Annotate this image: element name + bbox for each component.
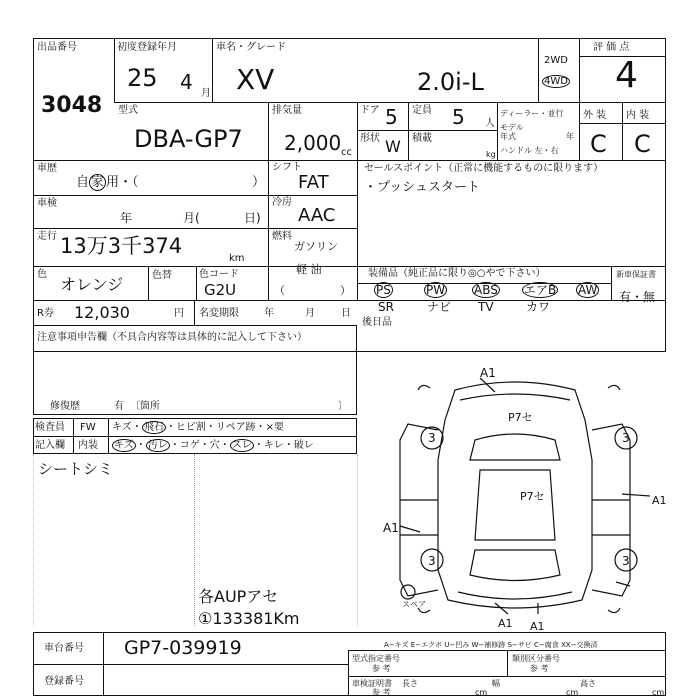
fw-sep: ・ [131, 422, 142, 433]
mileage-unit: km [229, 253, 245, 264]
height-label: 高さ [580, 679, 596, 688]
chassis-value: GP7-039919 [124, 637, 242, 659]
inspection-label: 車検 [37, 198, 57, 209]
sales-point-item: ・プッシュスタート [364, 180, 480, 195]
name-change-year: 年 [264, 308, 274, 319]
capacity-unit: 人 [485, 118, 495, 129]
reg-cert-label: 車検証明書 [352, 679, 392, 688]
equip-abs-text: ABS [474, 283, 498, 297]
sales-point-label: セールスポイント（正常に機能するものに限ります） [364, 163, 604, 174]
length-unit: cm [475, 688, 488, 697]
int-sep: ・ [135, 440, 146, 451]
inspector-label: 検査員 [35, 422, 65, 433]
lot-number: 3048 [41, 93, 103, 118]
color-label: 色 [37, 269, 47, 280]
registration-label: 登録番号 [44, 676, 84, 687]
diag-p7-front: P7セ [508, 411, 533, 424]
fuel-paren-close: ） [340, 284, 351, 297]
history-label: 車歴 [37, 163, 57, 174]
diag-a1-left: A1 [383, 521, 399, 535]
equip-navi: ナビ [427, 300, 452, 314]
diag-a1-top: A1 [480, 366, 496, 380]
reg-cert-ref: 参 考 [372, 688, 391, 697]
shift-value: FAT [298, 172, 329, 193]
fw-items [112, 422, 284, 433]
fuel-paren-open: （ [274, 284, 285, 297]
diag-3-fr: 3 [622, 431, 630, 445]
aircon-value: AAC [298, 205, 336, 226]
exterior-grade: C [590, 130, 607, 158]
fuel-gasoline: ガソリン [294, 240, 338, 253]
history-value [76, 176, 139, 189]
displacement-value: 2,000 [284, 131, 342, 155]
repair-label: 修復歴 [50, 401, 80, 412]
color-change-label: 色替 [152, 270, 172, 281]
type-category-label: 類別区分番号 [512, 654, 560, 663]
model-year-label: モデル 年式 [500, 123, 524, 141]
capacity-label: 定員 [412, 105, 432, 116]
interior-check-label: 内装 [78, 440, 98, 451]
equip-ps-text: PS [376, 283, 391, 297]
mileage-label: 走行 [37, 231, 57, 242]
type-category-ref: 参 考 [530, 664, 549, 673]
entry-label: 記入欄 [35, 440, 65, 451]
width-unit: cm [566, 688, 579, 697]
diag-a1-right: A1 [652, 494, 667, 507]
note-mileage: ①133381Km [198, 609, 300, 628]
diag-spare-label: スペア [402, 600, 426, 609]
repair-close: 〕 [338, 401, 348, 412]
diag-p7-roof: P7セ [520, 490, 545, 503]
int-dirt: 汚レ [147, 440, 168, 451]
car-grade: 2.0i-L [417, 68, 484, 96]
width-label: 幅 [492, 679, 500, 688]
aircon-label: 冷房 [272, 197, 292, 208]
repair-has: 有 [114, 401, 124, 412]
equip-aw-text: AW [578, 283, 598, 297]
first-reg-month: 4 [180, 70, 193, 94]
color-code-label: 色コード [199, 269, 239, 280]
equip-leather: カワ [526, 300, 551, 314]
fw-rest: ・ヒビ割・リペア跡・×要 [165, 422, 284, 433]
diag-3-rl: 3 [428, 554, 436, 568]
shape-value: W [385, 137, 401, 156]
note-each-aup: 各AUPアセ [198, 587, 279, 606]
interior-items [112, 440, 314, 451]
int-mid: ・コゲ・穴・ [169, 440, 230, 451]
diag-3-fl: 3 [428, 431, 436, 445]
load-label: 積載 [412, 133, 432, 144]
drive-4wd-circled: 4WD [544, 76, 568, 87]
fw-chip: 飛石 [143, 422, 164, 433]
history-pre: 自 [76, 175, 90, 190]
fuel-label: 燃料 [272, 231, 292, 242]
model-year-unit: 年 [566, 132, 574, 141]
history-post: 用・（ [106, 175, 139, 190]
interior-grade: C [634, 130, 651, 158]
name-change-label: 名変期限 [199, 308, 239, 319]
diag-a1-rear-right: A1 [530, 620, 545, 633]
color-value: オレンジ [60, 275, 124, 294]
first-reg-label: 初度登録年月 [117, 42, 177, 53]
interior-label: 内 装 [626, 110, 650, 121]
color-code-value: G2U [204, 281, 237, 299]
name-change-day: 日 [341, 308, 351, 319]
repair-location: 〔箇所 [130, 401, 160, 412]
warranty-label: 新車保証書 [616, 270, 656, 279]
inspection-day: 日) [244, 211, 261, 225]
int-rest: ・キレ・破レ [253, 440, 314, 451]
model-label: 型式 [118, 105, 138, 116]
note-seat-stain: シートシミ [38, 460, 114, 478]
rating-label: 評 価 点 [593, 42, 630, 53]
shift-label: シフト [272, 162, 302, 173]
recycle-label: R券 [37, 308, 54, 319]
drive-4wd [542, 76, 570, 87]
fuel-diesel: 軽 油 [296, 263, 322, 276]
mileage-value: 13万3千374 [60, 234, 183, 258]
type-designation-ref: 参 考 [372, 664, 391, 673]
recycle-amount: 12,030 [74, 303, 130, 322]
height-unit: cm [652, 688, 665, 697]
equip-airbag-text: エアB [524, 283, 557, 297]
history-circled: 家 [91, 175, 105, 190]
diag-legend: A−キズ E−エクボ U−凹み W−補修跡 S−サビ C−腐食 XX−交換済 [384, 641, 598, 649]
notes-label: 注意事項申告欄（不具合内容等は具体的に記入して下さい） [37, 332, 307, 343]
equip-pw-text: PW [426, 283, 446, 297]
equip-ps [374, 285, 393, 296]
fw-label: FW [80, 422, 96, 433]
equip-sr: SR [378, 300, 394, 314]
name-change-month: 月 [305, 308, 315, 319]
rating-value: 4 [615, 55, 638, 96]
car-name: XV [236, 63, 275, 96]
model-value: DBA-GP7 [134, 125, 243, 153]
dealer-label: ディーラー・並行 [500, 109, 564, 118]
int-wear: スレ [231, 440, 252, 451]
exterior-label: 外 装 [583, 110, 607, 121]
load-unit: kg [486, 150, 496, 159]
equip-airbag [522, 285, 558, 296]
chassis-label: 車台番号 [44, 643, 84, 654]
type-designation-label: 型式指定番号 [352, 654, 400, 663]
equip-tv: TV [478, 300, 494, 314]
rear-seat-label: 後日品 [362, 317, 392, 328]
displacement-unit: cc [341, 147, 352, 158]
equipment-label: 装備品（純正品に限り◎○やで下さい） [368, 268, 546, 279]
diag-a1-rear-left: A1 [498, 617, 513, 630]
displacement-label: 排気量 [272, 105, 302, 116]
warranty-value: 有・無 [619, 290, 656, 304]
drive-2wd: 2WD [544, 55, 568, 66]
car-damage-diagram [360, 360, 670, 640]
lot-label: 出品番号 [37, 42, 77, 53]
first-reg-year: 25 [127, 64, 158, 92]
int-scratch: キズ [114, 440, 134, 451]
diag-3-rr: 3 [622, 554, 630, 568]
capacity-value: 5 [452, 105, 465, 129]
first-reg-month-unit: 月 [201, 88, 211, 99]
handle-label: ハンドル 左・右 [500, 146, 559, 155]
equip-aw [576, 285, 599, 296]
length-label: 長さ [402, 679, 418, 688]
recycle-unit: 円 [174, 308, 184, 319]
inspection-year: 年 [120, 211, 133, 225]
equip-pw [424, 285, 447, 296]
doors-label: ドア [360, 105, 380, 116]
history-close: ） [252, 175, 266, 190]
shape-label: 形状 [360, 133, 380, 144]
fw-scratch: キズ [112, 422, 132, 433]
inspection-month: 月( [183, 211, 200, 225]
name-grade-label: 車名・グレード [216, 42, 286, 53]
equip-abs [472, 285, 500, 296]
doors-value: 5 [385, 105, 398, 129]
